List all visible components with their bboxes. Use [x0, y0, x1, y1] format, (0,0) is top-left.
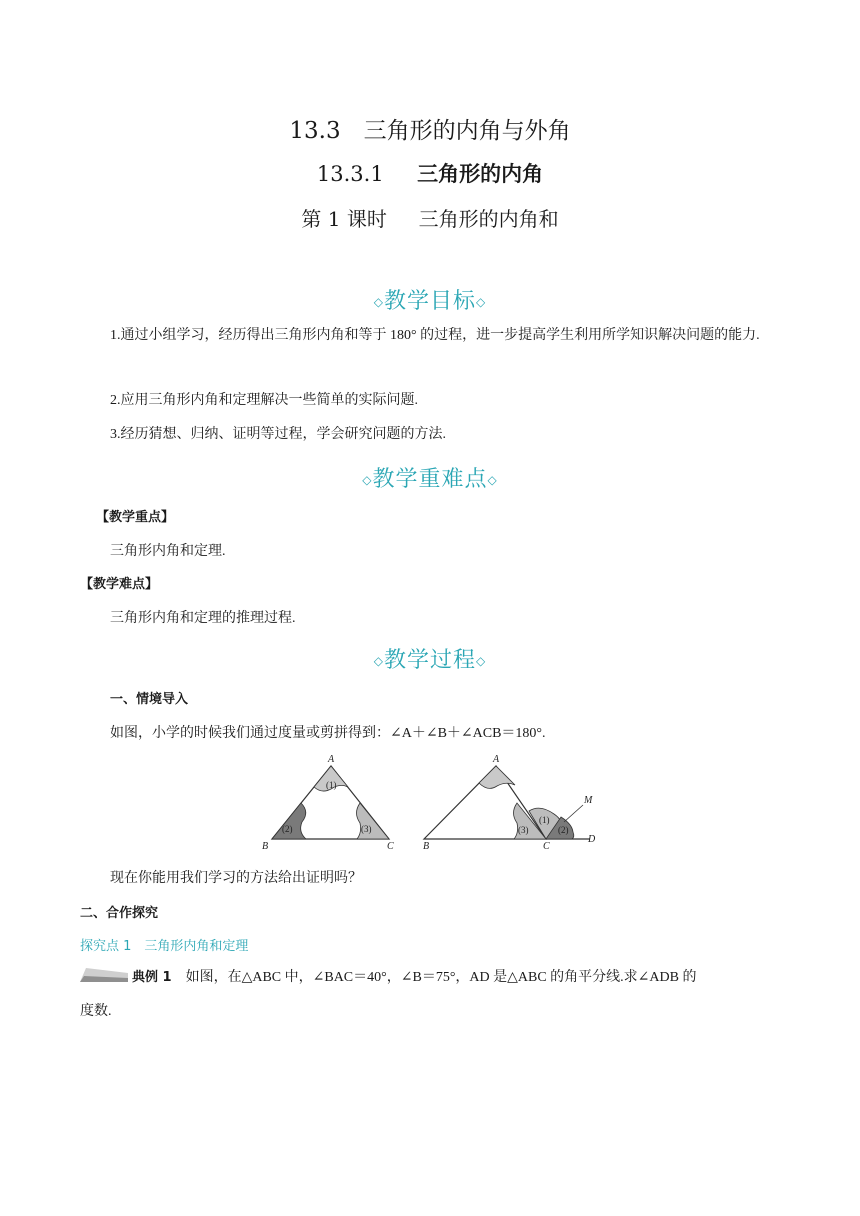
key-text: 三角形内角和定理.: [110, 544, 226, 559]
part1-title: 一、情境导入: [110, 692, 189, 707]
label-1-left: (1): [326, 780, 337, 790]
example-label: 典例 1: [132, 970, 172, 985]
diamond-icon: ◇: [476, 295, 487, 309]
label-2-left: (2): [282, 824, 293, 834]
label-2-right: (2): [558, 825, 569, 835]
label-m: M: [584, 795, 593, 806]
diamond-icon: ◇: [373, 654, 384, 668]
label-a-left: A: [328, 754, 335, 765]
objective-3: 3.经历猜想、归纳、证明等过程，学会研究问题的方法.: [110, 427, 446, 442]
lesson-name: 三角形的内角和: [418, 207, 559, 231]
difficulty-text: 三角形内角和定理的推理过程.: [110, 611, 296, 626]
diamond-icon: ◇: [362, 473, 373, 487]
diamond-icon: ◇: [476, 654, 487, 668]
example-line: [132, 966, 696, 986]
part2-title: 二、合作探究: [80, 906, 159, 921]
label-1-right: (1): [539, 815, 550, 825]
objective-1: 1.通过小组学习，经历得出三角形内角和等于 180° 的过程，进一步提高学生利用所学知识解决问题的能力.: [110, 328, 760, 343]
label-3-left: (3): [361, 824, 372, 834]
part1-question: 现在你能用我们学习的方法给出证明吗？: [110, 871, 362, 886]
label-c-left: C: [387, 841, 394, 852]
heading-objectives: ◇教学目标◇: [373, 289, 487, 314]
lesson-title: [0, 203, 860, 232]
key-label: 【教学重点】: [96, 510, 175, 525]
objective-2: 2.应用三角形内角和定理解决一些简单的实际问题.: [110, 393, 418, 408]
diamond-icon: ◇: [487, 473, 498, 487]
label-a-right: A: [493, 754, 500, 765]
heading-process: ◇教学过程◇: [373, 648, 487, 673]
difficulty-label: 【教学难点】: [80, 577, 159, 592]
part1-text: 如图，小学的时候我们通过度量或剪拼得到：∠A＋∠B＋∠ACB＝180°.: [110, 726, 546, 741]
lesson-number: 第 1 课时: [301, 207, 387, 231]
example-marker-icon: [80, 968, 128, 982]
label-b-left: B: [262, 841, 269, 852]
explore-title: 探究点 1 三角形内角和定理: [80, 939, 249, 954]
main-title: 13.3 三角形的内角与外角: [289, 118, 571, 144]
section-name: 三角形的内角: [417, 162, 544, 186]
triangle-figure: [250, 750, 610, 855]
label-d: D: [588, 834, 596, 845]
section-title: [0, 158, 860, 188]
label-b-right: B: [423, 841, 430, 852]
diamond-icon: ◇: [373, 295, 384, 309]
label-c-right: C: [543, 841, 550, 852]
section-number: 13.3.1: [316, 162, 384, 186]
heading-key-points: ◇教学重难点◇: [362, 467, 498, 492]
label-3-right: (3): [518, 825, 529, 835]
example-text: 如图，在△ABC 中，∠BAC＝40°，∠B＝75°，AD 是△ABC 的角平分线.求∠ADB 的: [185, 970, 697, 985]
example-text-continued: 度数.: [80, 1004, 112, 1019]
